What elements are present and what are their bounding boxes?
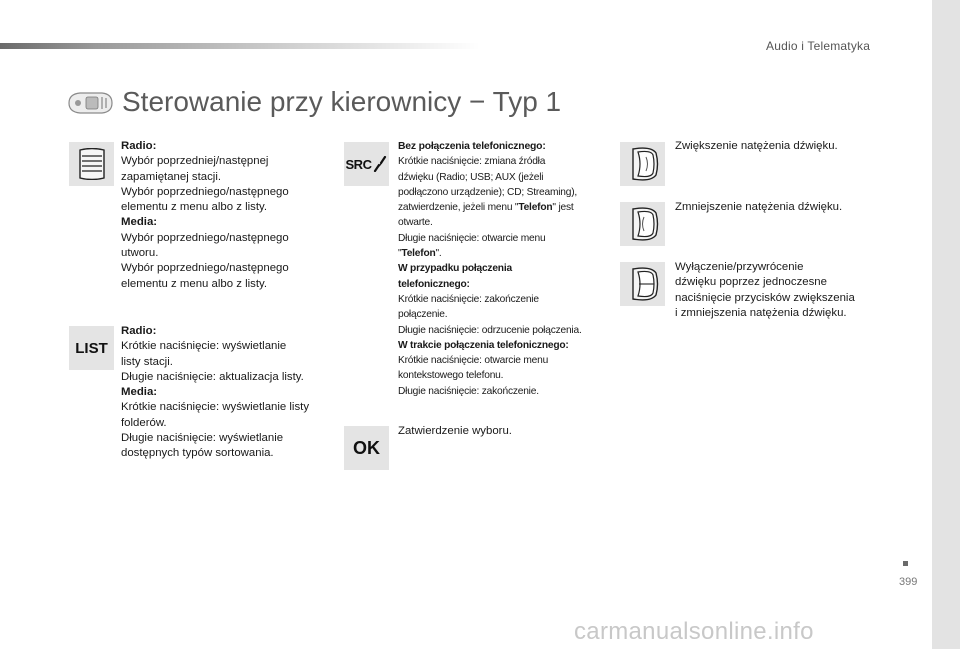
volume-down-description: Zmniejszenie natężenia dźwięku. [675,201,843,213]
src-phone-description: Bez połączenia telefonicznego: Krótkie naciśnięcie: zmiana źródła dźwięku (Radio; USB; AUX (jeżeli podłączono urządzenie); CD; Streaming), zatwierdzenie, jeżeli menu "Telefon" jest otwarte. Długie naciśnięcie: otwarcie menu "Telefon". W przypadku połączenia telefonicznego: Krótkie naciśnięcie: zakończenie połączenie. Długie naciśnięcie: odrzucenie połączenia. W trakcie połączenia telefonicznego: Krótkie naciśnięcie: otwarcie menu kontekstowego telefonu. Długie naciśnięcie: zakończenie. [398,141,582,397]
list-button-description: Radio: Krótkie naciśnięcie: wyświetlanie listy stacji. Długie naciśnięcie: aktualizacja listy. Media: Krótkie naciśnięcie: wyświetlanie listy folderów. Długie naciśnięcie: wyświetlanie dostępnych typów sortowania. [121,325,310,460]
src-phone-button-icon: SRC [344,142,389,186]
steering-controls-icon [66,90,114,116]
list-button-icon: LIST [69,326,114,370]
volume-up-button-icon [620,142,665,186]
page-title: Sterowanie przy kierownicy − Typ 1 [122,86,562,117]
mute-description: Wyłączenie/przywrócenie dźwięku poprzez jednoczesne naciśnięcie przycisków zwiększenia i zmniejszenia natężenia dźwięku. [675,261,855,319]
volume-down-button-icon [620,202,665,246]
mute-buttons-icon [620,262,665,306]
page-number: 399 [899,576,918,588]
watermark: carmanualsonline.info [574,618,814,645]
page-marker [903,561,908,566]
scroll-wheel-description: Radio: Wybór poprzedniej/następnej zapamiętanej stacji. Wybór poprzedniego/następnego elementu z menu albo z listy. Media: Wybór poprzedniego/następnego utworu. Wybór poprzedniego/następnego elementu z menu albo z listy. [121,140,289,290]
volume-up-description: Zwiększenie natężenia dźwięku. [675,140,838,152]
ok-button-description: Zatwierdzenie wyboru. [398,425,512,437]
right-margin-band [932,0,960,649]
header-gradient-bar [0,43,480,49]
scroll-wheel-icon [69,142,114,186]
ok-button-icon: OK [344,426,389,470]
section-label: Audio i Telematyka [766,39,871,53]
phone-icon [373,156,387,172]
